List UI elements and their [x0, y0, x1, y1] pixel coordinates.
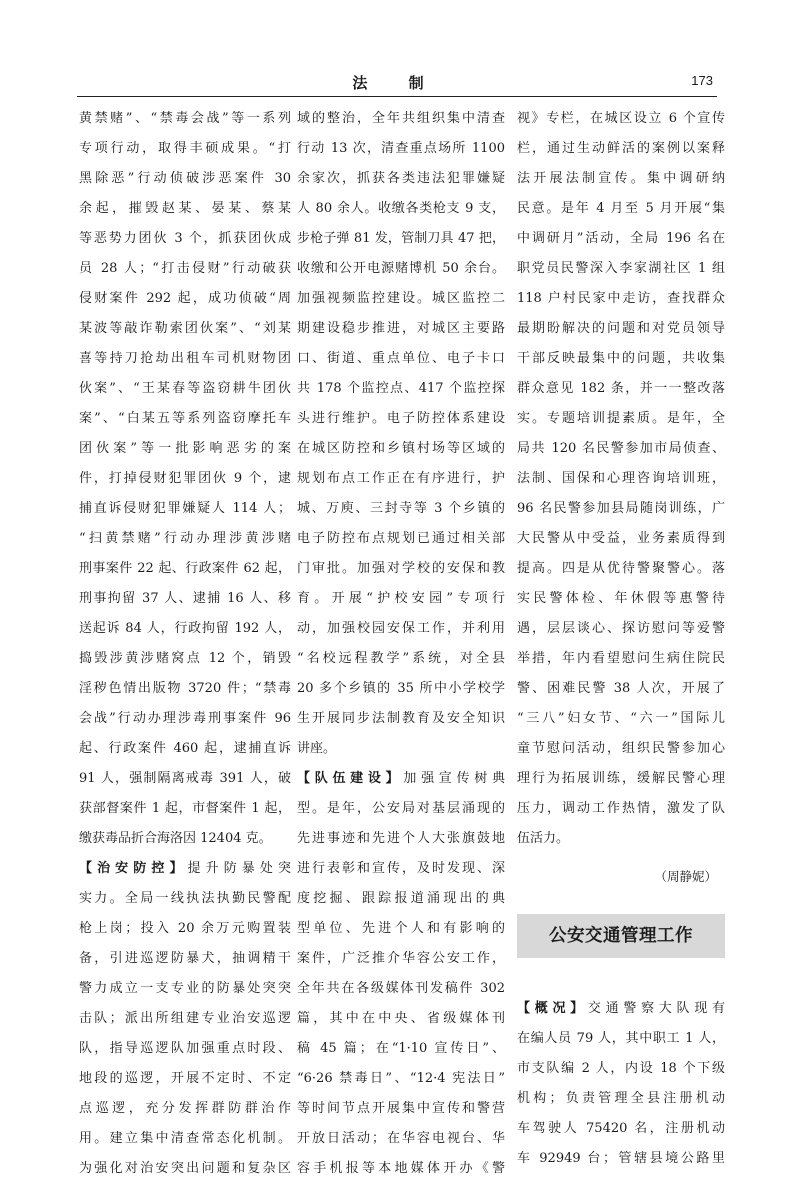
text-line: 职党员民警深入李家湖社区 1 组 — [517, 261, 725, 276]
text-line: 共 178 个监控点、417 个监控探 — [297, 381, 505, 396]
section-title-box: 公安交通管理工作 — [517, 914, 725, 958]
text-line: 黑除恶”行动侦破涉恶案件 30 — [79, 171, 291, 186]
text-line: 实力。全局一线执法执勤民警配 — [79, 891, 291, 906]
text-line: 团伙案”等一批影响恶劣的案 — [79, 441, 291, 456]
text-line: 黄禁赌”、“禁毒会战”等一系列 — [79, 111, 291, 126]
text-line: 警力成立一支专业的防暴处突突 — [79, 981, 291, 996]
text-line: 全年共在各级媒体刊发稿件 302 — [297, 981, 505, 996]
text-line: 地段的巡逻，开展不定时、不定 — [79, 1071, 291, 1086]
text-line: 获部督案件 1 起，市督案件 1 起， — [79, 801, 291, 816]
text-line: 度挖掘、跟踪报道涌现出的典 — [297, 891, 505, 906]
text-line: 案”、“白某五等系列盗窃摩托车 — [79, 411, 291, 426]
text-line: 在城区防控和乡镇村场等区域的 — [297, 441, 505, 456]
text-line: 会战”行动办理涉毒刑事案件 96 — [79, 711, 291, 726]
text-line: 实民警体检、年休假等惠警待 — [517, 591, 725, 606]
text-line: 伍活力。 — [517, 831, 570, 846]
text-line: 进行表彰和宣传，及时发现、深 — [297, 861, 505, 876]
text-line: 稿 45 篇；在“1·10 宣传日”、 — [297, 1041, 505, 1056]
text-line: 为强化对治安突出问题和复杂区 — [79, 1161, 291, 1176]
text-line: 规划布点工作正在有序进行，护 — [297, 471, 505, 486]
text-line — [297, 764, 505, 794]
text-run: 提升防暴处突 — [187, 861, 291, 876]
text-line: 压力，调动工作热情，激发了队 — [517, 801, 725, 816]
text-line: 视》专栏，在城区设立 6 个宣传 — [517, 111, 725, 126]
text-line: 法制、国保和心理咨询培训班， — [517, 471, 725, 486]
text-line: 容手机报等本地媒体开办《警 — [297, 1161, 505, 1176]
text-line: 缴获毒品折合海洛因 12404 克。 — [79, 831, 272, 846]
column-2 — [297, 104, 505, 1184]
text-line: 型单位、先进个人和有影响的 — [297, 921, 505, 936]
text-line: 捣毁涉黄涉赌窝点 12 个，销毁 — [79, 651, 291, 666]
text-line: 96 名民警参加县局随岗训练，广 — [517, 501, 725, 516]
text-line: 队，指导巡逻队加强重点时段、 — [79, 1041, 291, 1056]
text-line: 员 28 人；“打击侵财”行动破获 — [79, 261, 291, 276]
text-line: 法开展法制宣传。集中调研纳 — [517, 171, 725, 186]
text-line: 市支队编 2 人，内设 18 个下级 — [517, 1061, 725, 1076]
text-line: 20 多个乡镇的 35 所中小学校学 — [297, 681, 505, 696]
text-line: 口、街道、重点单位、电子卡口 — [297, 351, 505, 366]
text-line: 门审批。加强对学校的安保和教 — [297, 561, 505, 576]
text-line: 击队；派出所组建专业治安巡逻 — [79, 1011, 291, 1026]
text-line: 喜等持刀抢劫出租车司机财物团 — [79, 351, 291, 366]
text-line: 步枪子弹 81 发，管制刀具 47 把， — [297, 231, 505, 246]
text-line: 用。建立集中清查常态化机制。 — [79, 1131, 291, 1146]
text-line: 侵财案件 292 起，成功侦破“周 — [79, 291, 291, 306]
text-line: 118 户村民家中走访，查找群众 — [517, 291, 725, 306]
text-line: 举措，年内看望慰问生病住院民 — [517, 651, 725, 666]
text-line: 提高。四是从优待警聚警心。落 — [517, 561, 725, 576]
text-line: 行动 13 次，清查重点场所 1100 — [297, 141, 505, 156]
text-line: 起、行政案件 460 起，逮捕直诉 — [79, 741, 291, 756]
text-line: 讲座。 — [297, 741, 337, 756]
text-line: 先进事迹和先进个人大张旗鼓地 — [297, 831, 505, 846]
section-heading: 【治安防控】 — [79, 861, 188, 876]
column-3 — [517, 104, 725, 1174]
section-heading: 【概况】 — [517, 1001, 588, 1016]
author-credit: （周静妮） — [654, 869, 717, 884]
text-line: 在编人员 79 人，其中职工 1 人， — [517, 1031, 725, 1046]
text-line: 栏，通过生动鲜活的案例以案释 — [517, 141, 725, 156]
text-line: “三八”妇女节、“六一”国际儿 — [517, 711, 725, 726]
text-line: 理行为拓展训练，缓解民警心理 — [517, 771, 725, 786]
text-line: “扫黄禁赌”行动办理涉黄涉赌 — [79, 531, 291, 546]
text-line: 余家次，抓获各类违法犯罪嫌疑 — [297, 171, 505, 186]
text-line: 伙案”、“王某春等盗窃耕牛团伙 — [79, 381, 291, 396]
text-line: 遇，层层谈心、探访慰问等爱警 — [517, 621, 725, 636]
running-header — [77, 70, 717, 96]
column-1-body — [79, 104, 291, 854]
text-line: 件，打掉侵财犯罪团伙 9 个，逮 — [79, 471, 291, 486]
text-line: 大民警从中受益，业务素质得到 — [517, 531, 725, 546]
text-line: 捕直诉侵财犯罪嫌疑人 114 人； — [79, 501, 291, 516]
text-line: 刑事拘留 37 人、逮捕 16 人、移 — [79, 591, 291, 606]
section-public-security — [79, 854, 291, 1184]
section-team-building — [297, 764, 505, 1184]
text-line — [517, 994, 725, 1024]
text-line: 车驾驶人 75420 名，注册机动 — [517, 1121, 725, 1136]
text-line: 头进行维护。电子防控体系建设 — [297, 411, 505, 426]
text-line: “6·26 禁毒日”、“12·4 宪法日” — [297, 1071, 505, 1086]
text-line: “名校远程教学”系统，对全县 — [297, 651, 505, 666]
text-line: 育。开展“护校安园”专项行 — [297, 591, 505, 606]
text-line: 等恶势力团伙 3 个，抓获团伙成 — [79, 231, 291, 246]
text-line: 专项行动，取得丰硕成果。“打 — [79, 141, 291, 156]
text-line: 中调研月”活动，全局 196 名在 — [517, 231, 725, 246]
text-run: 加强宣传树典 — [403, 771, 505, 786]
text-line: 点巡逻，充分发挥群防群治作 — [79, 1101, 291, 1116]
text-line: 实。专题培训提素质。是年，全 — [517, 411, 725, 426]
text-line: 送起诉 84 人，行政拘留 192 人， — [79, 621, 291, 636]
text-line: 警、困难民警 38 人次，开展了 — [517, 681, 725, 696]
text-line: 城、万庾、三封寺等 3 个乡镇的 — [297, 501, 505, 516]
text-run: 交通警察大队现有 — [587, 1001, 725, 1016]
text-line: 局共 120 名民警参加市局侦查、 — [517, 441, 725, 456]
text-line: 域的整治，全年共组织集中清查 — [297, 111, 505, 126]
text-line: 刑事案件 22 起、行政案件 62 起， — [79, 561, 291, 576]
section-heading: 【队伍建设】 — [297, 771, 404, 786]
text-line: 机构；负责管理全县注册机动 — [517, 1091, 725, 1106]
text-line: 等时间节点开展集中宣传和警营 — [297, 1101, 505, 1116]
text-line: 余起，摧毁赵某、晏某、蔡某 — [79, 201, 291, 216]
text-line: 干部反映最集中的问题，共收集 — [517, 351, 725, 366]
text-line: 期建设稳步推进，对城区主要路 — [297, 321, 505, 336]
header-title: 法 制 — [352, 74, 442, 92]
text-line: 车 92949 台；管辖县境公路里 — [517, 1151, 725, 1166]
text-line: 动，加强校园安保工作，并利用 — [297, 621, 505, 636]
column-1 — [79, 104, 291, 1184]
text-line: 人 80 余人。收缴各类枪支 9 支， — [297, 201, 505, 216]
text-line: 篇，其中在中央、省级媒体刊 — [297, 1011, 505, 1026]
text-line: 收缴和公开电源赌博机 50 余台。 — [297, 261, 505, 276]
text-line — [79, 854, 291, 884]
text-line: 型。是年，公安局对基层涌现的 — [297, 801, 505, 816]
text-line: 电子防控布点规划已通过相关部 — [297, 531, 505, 546]
text-line: 91 人，强制隔离戒毒 391 人，破 — [79, 771, 291, 786]
text-line: 备，引进巡逻防暴犬，抽调精干 — [79, 951, 291, 966]
text-line: 民意。是年 4 月至 5 月开展“集 — [517, 201, 725, 216]
text-line: 加强视频监控建设。城区监控二 — [297, 291, 505, 306]
text-line: 某波等敲诈勒索团伙案”、“刘某 — [79, 321, 291, 336]
text-line: 枪上岗；投入 20 余万元购置装 — [79, 921, 291, 936]
section-overview — [517, 994, 725, 1174]
text-line: 淫秽色情出版物 3720 件；“禁毒 — [79, 681, 291, 696]
text-line: 最期盼解决的问题和对党员领导 — [517, 321, 725, 336]
text-line: 童节慰问活动，组织民警参加心 — [517, 741, 725, 756]
text-line: 开放日活动；在华容电视台、华 — [297, 1131, 505, 1146]
header-rule — [77, 96, 717, 97]
text-line: 生开展同步法制教育及安全知识 — [297, 711, 505, 726]
column-2-body — [297, 104, 505, 764]
text-line: 案件，广泛推介华容公安工作， — [297, 951, 505, 966]
column-3-body — [517, 104, 725, 854]
text-line: 群众意见 182 条，并一一整改落 — [517, 381, 725, 396]
page-number: 173 — [691, 73, 713, 88]
